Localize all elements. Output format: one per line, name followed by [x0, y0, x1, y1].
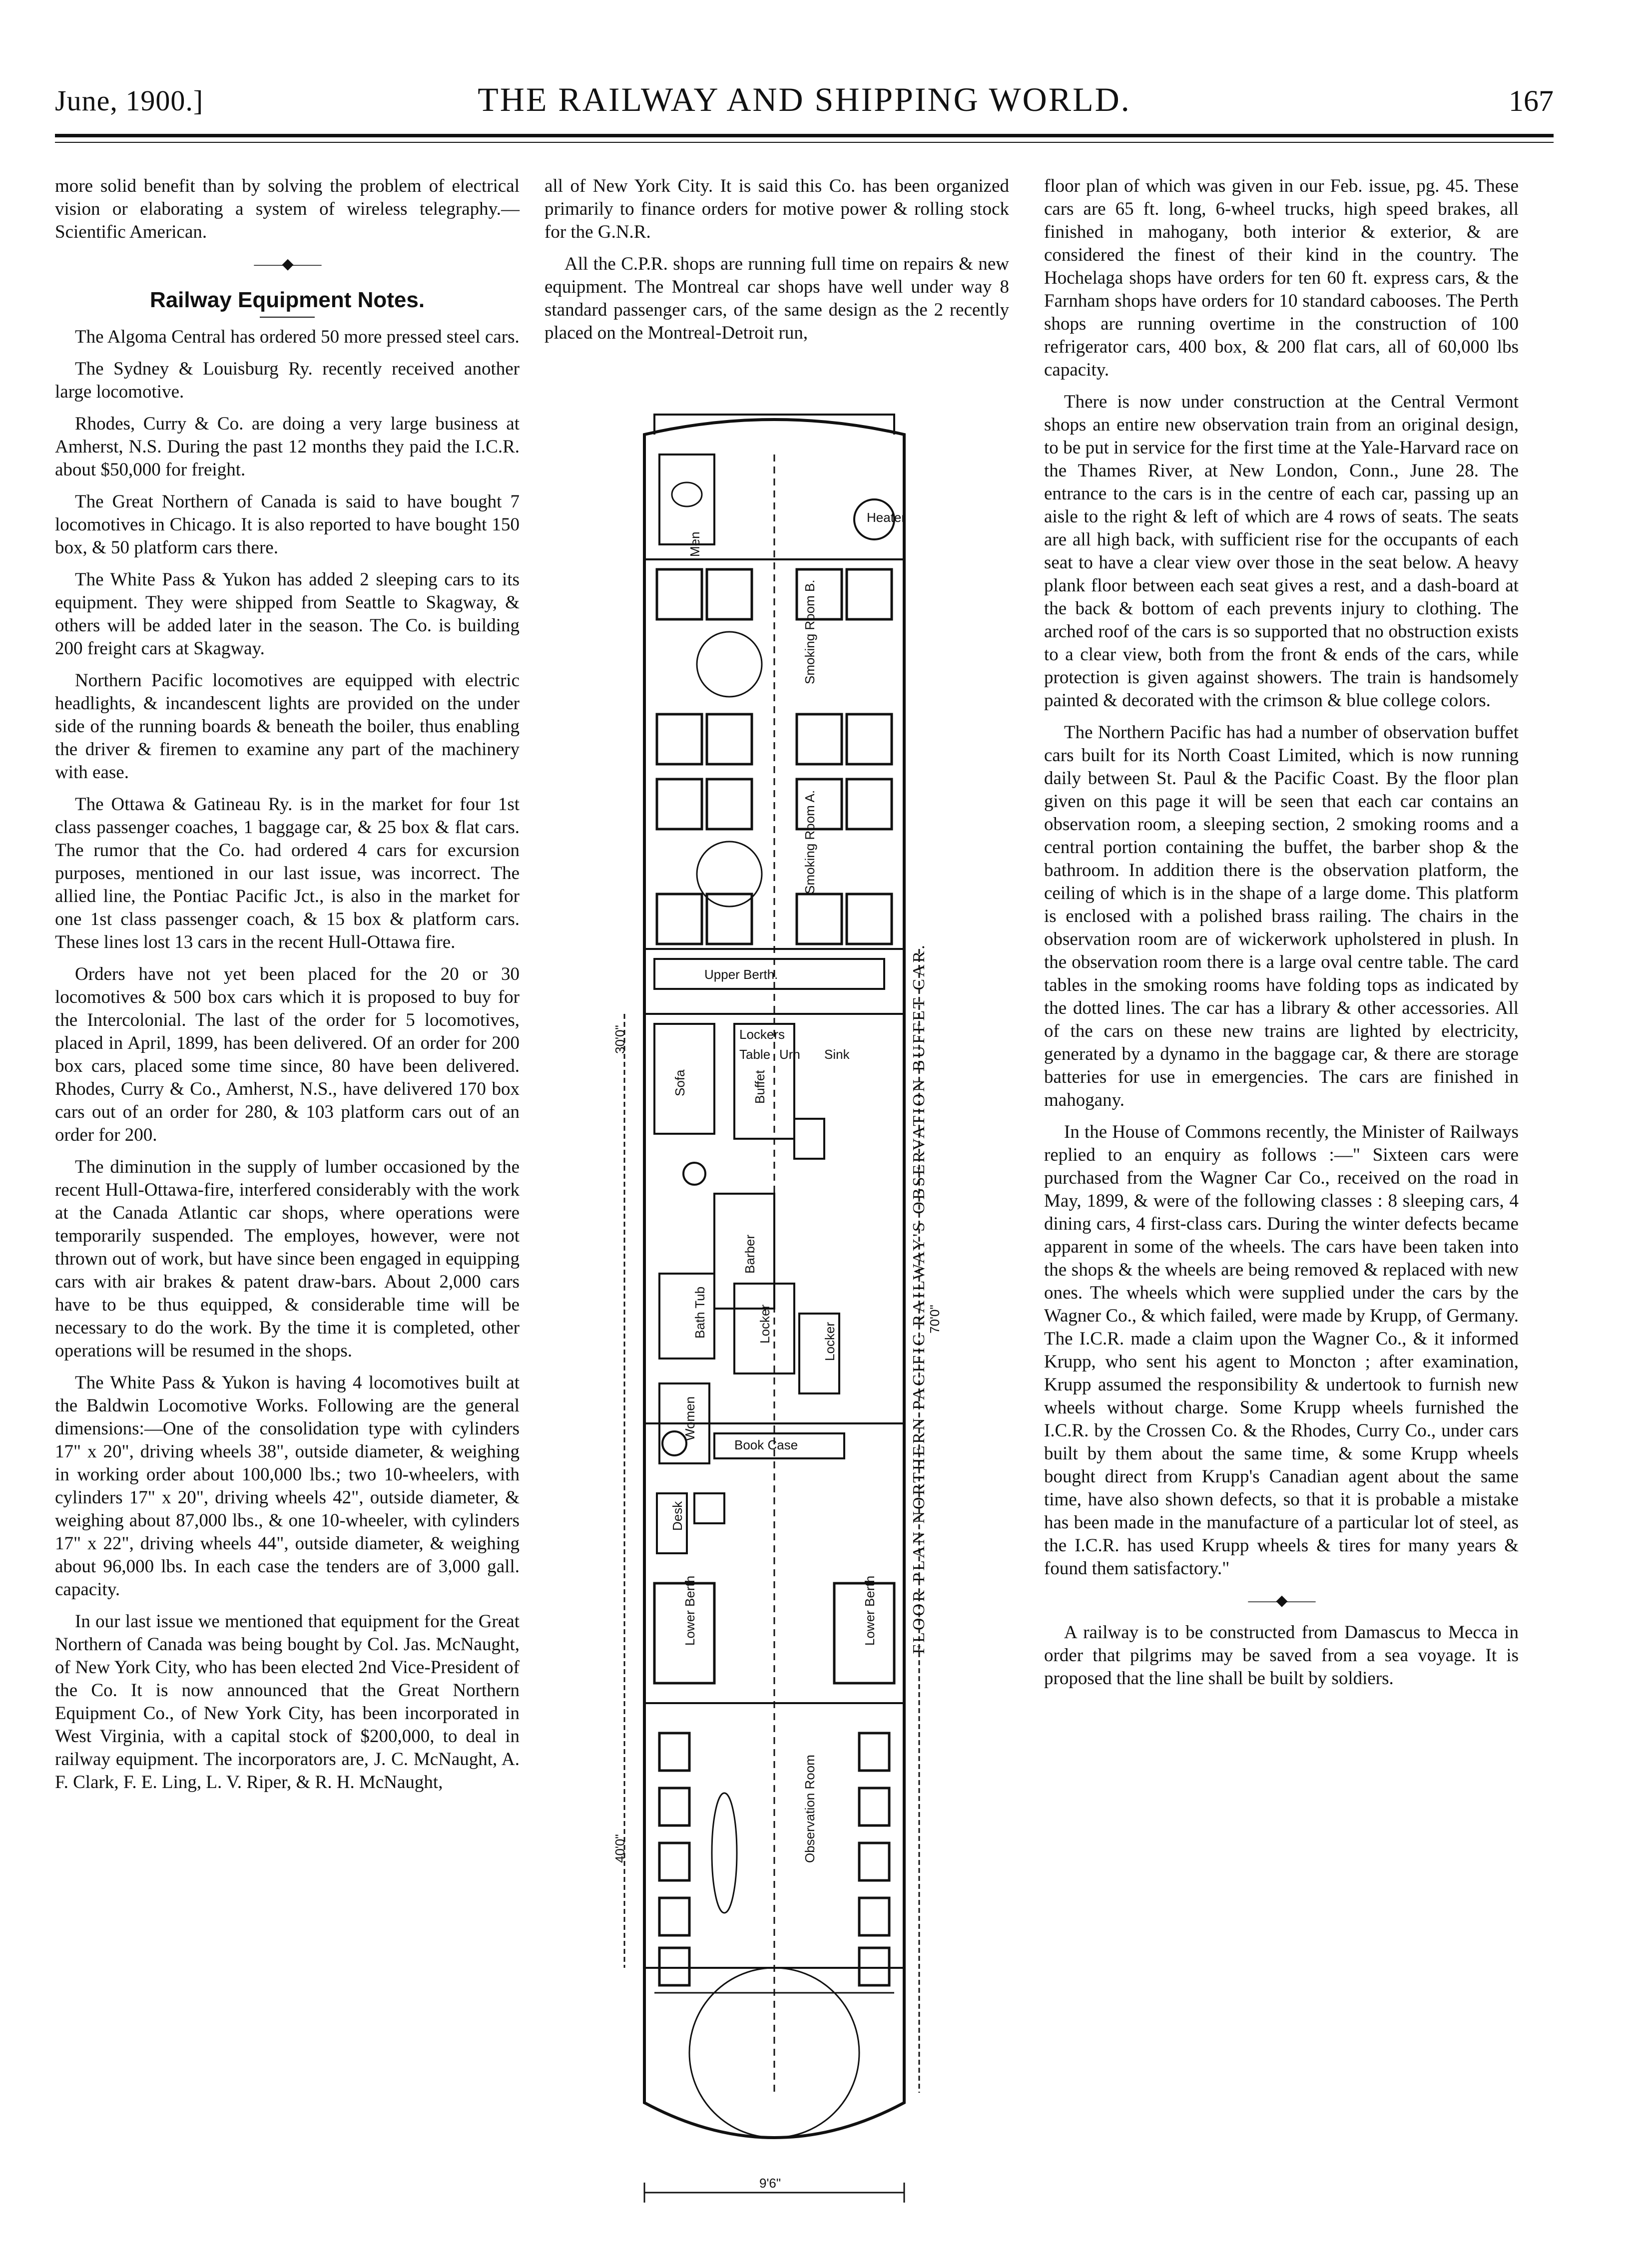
- caption-text: FLOOR PLAN NORTHERN PACIFIC RAILWAY'S OBSERVATION BUFFET CAR.: [910, 943, 928, 1654]
- article-paragraph: Orders have not yet been placed for the 20 or 30 locomotives & 500 box cars which it is proposed to buy for the Intercolonial. The last of the order for 5 locomotives, placed in April, 1899, has been delivered. Of an order for 200 box cars, placed some time since, 80 have been delivered. Rhodes, Curry & Co., Amherst, N.S., have delivered 170 box cars out of an order for 280, & 103 platform cars out of an order for 200.: [55, 964, 520, 1145]
- floor-plan-caption: [909, 874, 929, 1723]
- label-locker-2: Locker: [757, 1304, 772, 1344]
- article-paragraph: The Northern Pacific has had a number of observation buffet cars built for its North Coast Limited, which is now running daily between St. Paul & the Pacific Coast. By the floor plan given on this page it will be seen that each car contains an observation room, a sleeping section, 2 smoking rooms and a central portion containing the buffet, the barber shop & the bathroom. In addition there is the observation platform, the ceiling of which is in the shape of a large dome. This platform is enclosed with a polished brass railing. The chairs in the observation room are of wickerwork upholstered in plush. In the observation room there is a large oval centre table. The card tables in the smoking rooms have folding tops as indicated by the dotted lines. The car has a library & other accessories. All of the cars on these new trains are lighted by electricity, generated by a dynamo in the baggage car, & there are storage batteries for use in emergencies. The cars are finished in mahogany.: [1044, 722, 1519, 1110]
- ornament-divider: ——◆——: [254, 256, 321, 272]
- issue-date: June, 1900.]: [55, 84, 204, 117]
- article-paragraph: In our last issue we mentioned that equipment for the Great Northern of Canada was being bought by Col. Jas. McNaught, of New York City, who has been elected 2nd Vice-President of the Co. It is now announced that the Great Northern Equipment Co., of New York City, has been incorporated in West Virginia, with a capital stock of $200,000, to deal in railway equipment. The incorporators are, J. C. McNaught, A. F. Clark, F. E. Ling, L. V. Riper, & R. H. McNaught,: [55, 1611, 520, 1793]
- label-dim-40: 40'0": [612, 1834, 627, 1863]
- article-paragraph: floor plan of which was given in our Feb. issue, pg. 45. These cars are 65 ft. long, 6-wheel trucks, high speed brakes, all finished in mahogany, both interior & exterior, & are considered the finest of their kind in the country. The Hochelaga shops have orders for ten 60 ft. express cars, & the Farnham shops have orders for 10 standard cabooses. The Perth shops are running overtime in the construction of 100 refrigerator cars, 400 box, & 200 flat cars, all of 60,000 lbs capacity.: [1044, 176, 1519, 380]
- label-sofa: Sofa: [672, 1069, 687, 1096]
- header-rule-thin: [55, 142, 1554, 143]
- label-smoking-b: Smoking Room B.: [802, 579, 817, 684]
- journal-title: THE RAILWAY AND SHIPPING WORLD.: [478, 80, 1131, 118]
- label-men: Men: [687, 531, 702, 557]
- label-buffet: Buffet: [752, 1070, 767, 1104]
- article-paragraph: There is now under construction at the Central Vermont shops an entire new observation train from an original design, to be put in service for the first time at the Yale-Harvard race on the Thames River, at New London, Conn., June 28. The entrance to the cars is in the centre of each car, passing up an aisle to the right & left of which are 4 rows of seats. The seats are all high back, with sufficient rise for the occupants of each seat to have a clear view over those in the seat below. A heavy plank floor between each seat gives a rest, and a dash-board at the back & bottom of each prevents injury to clothing. The arched roof of the cars is so supported that no obstruction exists to a clear view, both from the front & ends of the cars, while protection is given against showers. The train is handsomely painted & decorated with the crimson & blue college colors.: [1044, 392, 1519, 711]
- label-overall-length: 70'0": [927, 1305, 942, 1334]
- label-lockers: Lockers: [739, 1027, 785, 1042]
- label-observation-room: Observation Room: [802, 1755, 817, 1863]
- label-dim-9: 9'6": [759, 2176, 781, 2191]
- page-header: [55, 75, 1554, 130]
- article-paragraph: Northern Pacific locomotives are equipped with electric headlights, & incandescent lights are provided on the under side of the running boards & beneath the boiler, thus enabling the driver & firemen to examine any part of the machinery with ease.: [55, 670, 520, 783]
- article-paragraph: Rhodes, Curry & Co. are doing a very large business at Amherst, N.S. During the past 12 months they paid the I.C.R. about $50,000 for freight.: [55, 414, 520, 480]
- intro-paragraph: more solid benefit than by solving the problem of electrical vision or elaborating a system of wireless telegraphy.—Scientific American.: [55, 176, 520, 242]
- article-paragraph: The White Pass & Yukon has added 2 sleeping cars to its equipment. They were shipped from Seattle to Skagway, & others will be added later in the season. The Co. is building 200 freight cars at Skagway.: [55, 569, 520, 659]
- label-smoking-a: Smoking Room A.: [802, 790, 817, 894]
- label-locker-1: Locker: [822, 1322, 837, 1361]
- label-table: Table: [739, 1047, 771, 1062]
- floor-plan-drawing: [612, 395, 942, 2243]
- right-column: [1044, 175, 1519, 1699]
- label-heater: Heater: [867, 510, 906, 525]
- label-desk: Desk: [670, 1501, 685, 1531]
- left-column: [55, 175, 520, 1803]
- label-bath-tub: Bath Tub: [692, 1286, 707, 1339]
- article-paragraph: The Sydney & Louisburg Ry. recently received another large locomotive.: [55, 359, 520, 402]
- article-paragraph: A railway is to be constructed from Damascus to Mecca in order that pilgrims may be saved from a sea voyage. It is proposed that the line shall be built by soldiers.: [1044, 1622, 1519, 1689]
- label-women: Women: [682, 1396, 697, 1441]
- section-heading: Railway Equipment Notes.: [149, 288, 425, 312]
- header-rule-thick: [55, 134, 1554, 137]
- article-paragraph: The Ottawa & Gatineau Ry. is in the market for four 1st class passenger coaches, 1 baggage car, & 25 box & flat cars. The rumor that the Co. had ordered 4 cars for excursion purposes, mentioned in our last issue, was incorrect. The allied line, the Pontiac Pacific Jct., is also in the market for one 1st class passenger coach, & 15 box & platform cars. These lines lost 13 cars in the recent Hull-Ottawa fire.: [55, 794, 520, 952]
- label-dim-30: 30'0": [612, 1025, 627, 1054]
- ornament-divider: ——◆——: [1248, 1592, 1315, 1609]
- label-urn: Urn: [779, 1047, 800, 1062]
- label-barber: Barber: [742, 1234, 757, 1274]
- article-paragraph: The White Pass & Yukon is having 4 locomotives built at the Baldwin Locomotive Works. Following are the general dimensions:—One of the consolidation type with cylinders 17" x 20", driving wheels 38", outside diameter, & weighing in working order about 100,000 lbs.; two 10-wheelers, with cylinders 17" x 20", driving wheels 42", outside diameter, & weighing about 87,000 lbs., & one 10-wheeler, with cylinders 17" x 22", driving wheels 44", outside diameter, & weighing about 96,000 lbs. In each case the tenders are of 3,000 gall. capacity.: [55, 1372, 520, 1600]
- middle-column: [545, 175, 1009, 354]
- label-lower-berth-1: Lower Berth: [682, 1575, 697, 1646]
- label-upper-berth: Upper Berth.: [704, 967, 778, 982]
- label-sink: Sink: [824, 1047, 850, 1062]
- article-paragraph: In the House of Commons recently, the Minister of Railways replied to an enquiry as follows :—" Sixteen cars were purchased from the Wagner Car Co., received on the road in May, 1899, & were of the following classes : 8 sleeping cars, 4 dining cars, 4 first-class cars. During the winter defects became apparent in some of the wheels. The cars have been taken into the shops & the wheels are being removed & replaced with new ones. The wheels which were supplied under the cars by the Wagner Co., & which failed, were made by Krupp, of Germany. The I.C.R. made a claim upon the Wagner Co., & it informed Krupp, who sent his agent to Moncton ; after examination, Krupp assumed the responsibility & undertook to furnish new wheels without charge. Some Krupp wheels furnished the I.C.R. by the Crossen Co. & the Rhodes, Curry Co., under cars built by them about the same time, & some Krupp wheels bought direct from Krupp's Canadian agent about the same time, have also shown defects, so that it is probable a mistake has been made in the manufacture of a particular lot of steel, as the I.C.R. has used Krupp wheels & tires for many years & found them satisfactory.": [1044, 1122, 1519, 1579]
- article-paragraph: All the C.P.R. shops are running full time on repairs & new equipment. The Montreal car shops have well under way 8 standard passenger cars, of the same design as the 2 recently placed on the Montreal-Detroit run,: [545, 254, 1009, 343]
- article-paragraph: The Algoma Central has ordered 50 more pressed steel cars.: [75, 327, 520, 347]
- page-number: 167: [1509, 84, 1554, 117]
- label-lower-berth-2: Lower Berth: [862, 1575, 877, 1646]
- floor-plan-figure: [612, 395, 942, 2243]
- article-paragraph: The Great Northern of Canada is said to have bought 7 locomotives in Chicago. It is also reported to have bought 150 box, & 50 platform cars there.: [55, 491, 520, 558]
- short-divider: [260, 317, 315, 318]
- label-book-case: Book Case: [734, 1437, 798, 1452]
- article-paragraph: The diminution in the supply of lumber occasioned by the recent Hull-Ottawa-fire, interfered considerably with the work at the Canada Atlantic car shops, where operations were temporarily suspended. The employes, however, were not thrown out of work, but have since been engaged in equipping cars with air brakes & patent draw-bars. About 2,000 cars have to be thus equipped, & considerable time will be necessary to do the work. By the time it is completed, other operations will be resumed in the shops.: [55, 1157, 520, 1361]
- article-paragraph: all of New York City. It is said this Co. has been organized primarily to finance orders for motive power & rolling stock for the G.N.R.: [545, 176, 1009, 242]
